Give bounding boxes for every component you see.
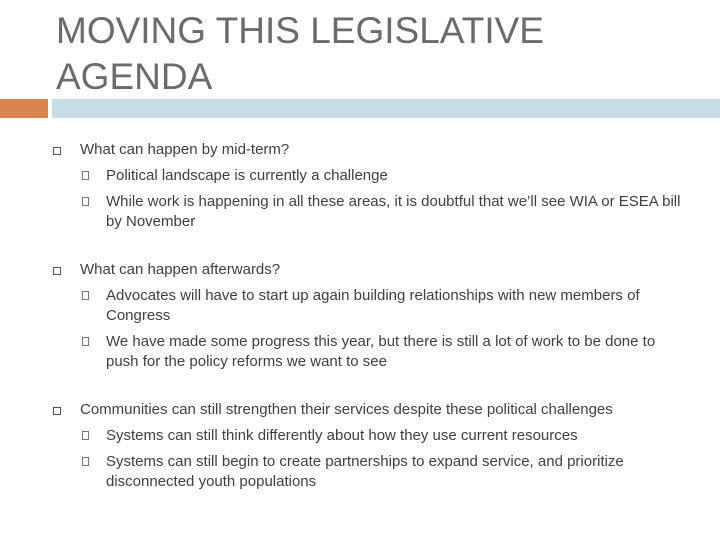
sub-bullet [0,286,720,326]
title-accent-bar-orange [0,99,48,118]
bullet-section-midterm [0,140,720,160]
square-sub-bullet-icon [82,337,89,346]
slide-title-line-1: MOVING THIS LEGISLATIVE [56,10,544,51]
bullet-heading: What can happen by mid-term? [80,141,290,158]
square-sub-bullet-icon [82,197,89,206]
sub-bullet [0,332,720,372]
bullet-heading: Communities can still strengthen their services despite these political challenges [80,401,613,418]
square-bullet-icon [53,267,61,275]
sub-bullet [0,192,720,232]
bullet-section-afterwards [0,260,720,280]
sub-bullet [0,166,720,186]
sub-bullet-text: While work is happening in all these areas, it is doubtful that we’ll see WIA or ESEA bill by November [106,193,681,230]
square-sub-bullet-icon [82,431,89,440]
bullet-section-communities [0,400,720,420]
sub-bullet [0,426,720,446]
title-accent-bar-blue [52,99,720,118]
square-bullet-icon [53,147,61,155]
bullet-heading: What can happen afterwards? [80,261,281,278]
sub-bullet-text: Systems can still begin to create partnerships to expand service, and prioritize disconnected youth populations [106,453,624,490]
sub-bullet-text: Advocates will have to start up again building relationships with new members of Congress [106,287,640,324]
square-sub-bullet-icon [82,457,89,466]
square-sub-bullet-icon [82,291,89,300]
sub-bullet-text: We have made some progress this year, but there is still a lot of work to be done to push for the policy reforms we want to see [106,333,656,370]
sub-bullet [0,452,720,492]
slide-title [56,8,696,100]
sub-bullet-text: Political landscape is currently a challenge [106,167,388,184]
slide-content [0,140,720,492]
square-sub-bullet-icon [82,171,89,180]
sub-bullet-text: Systems can still think differently about how they use current resources [106,427,578,444]
slide-title-line-2: AGENDA [56,56,213,97]
square-bullet-icon [53,407,61,415]
